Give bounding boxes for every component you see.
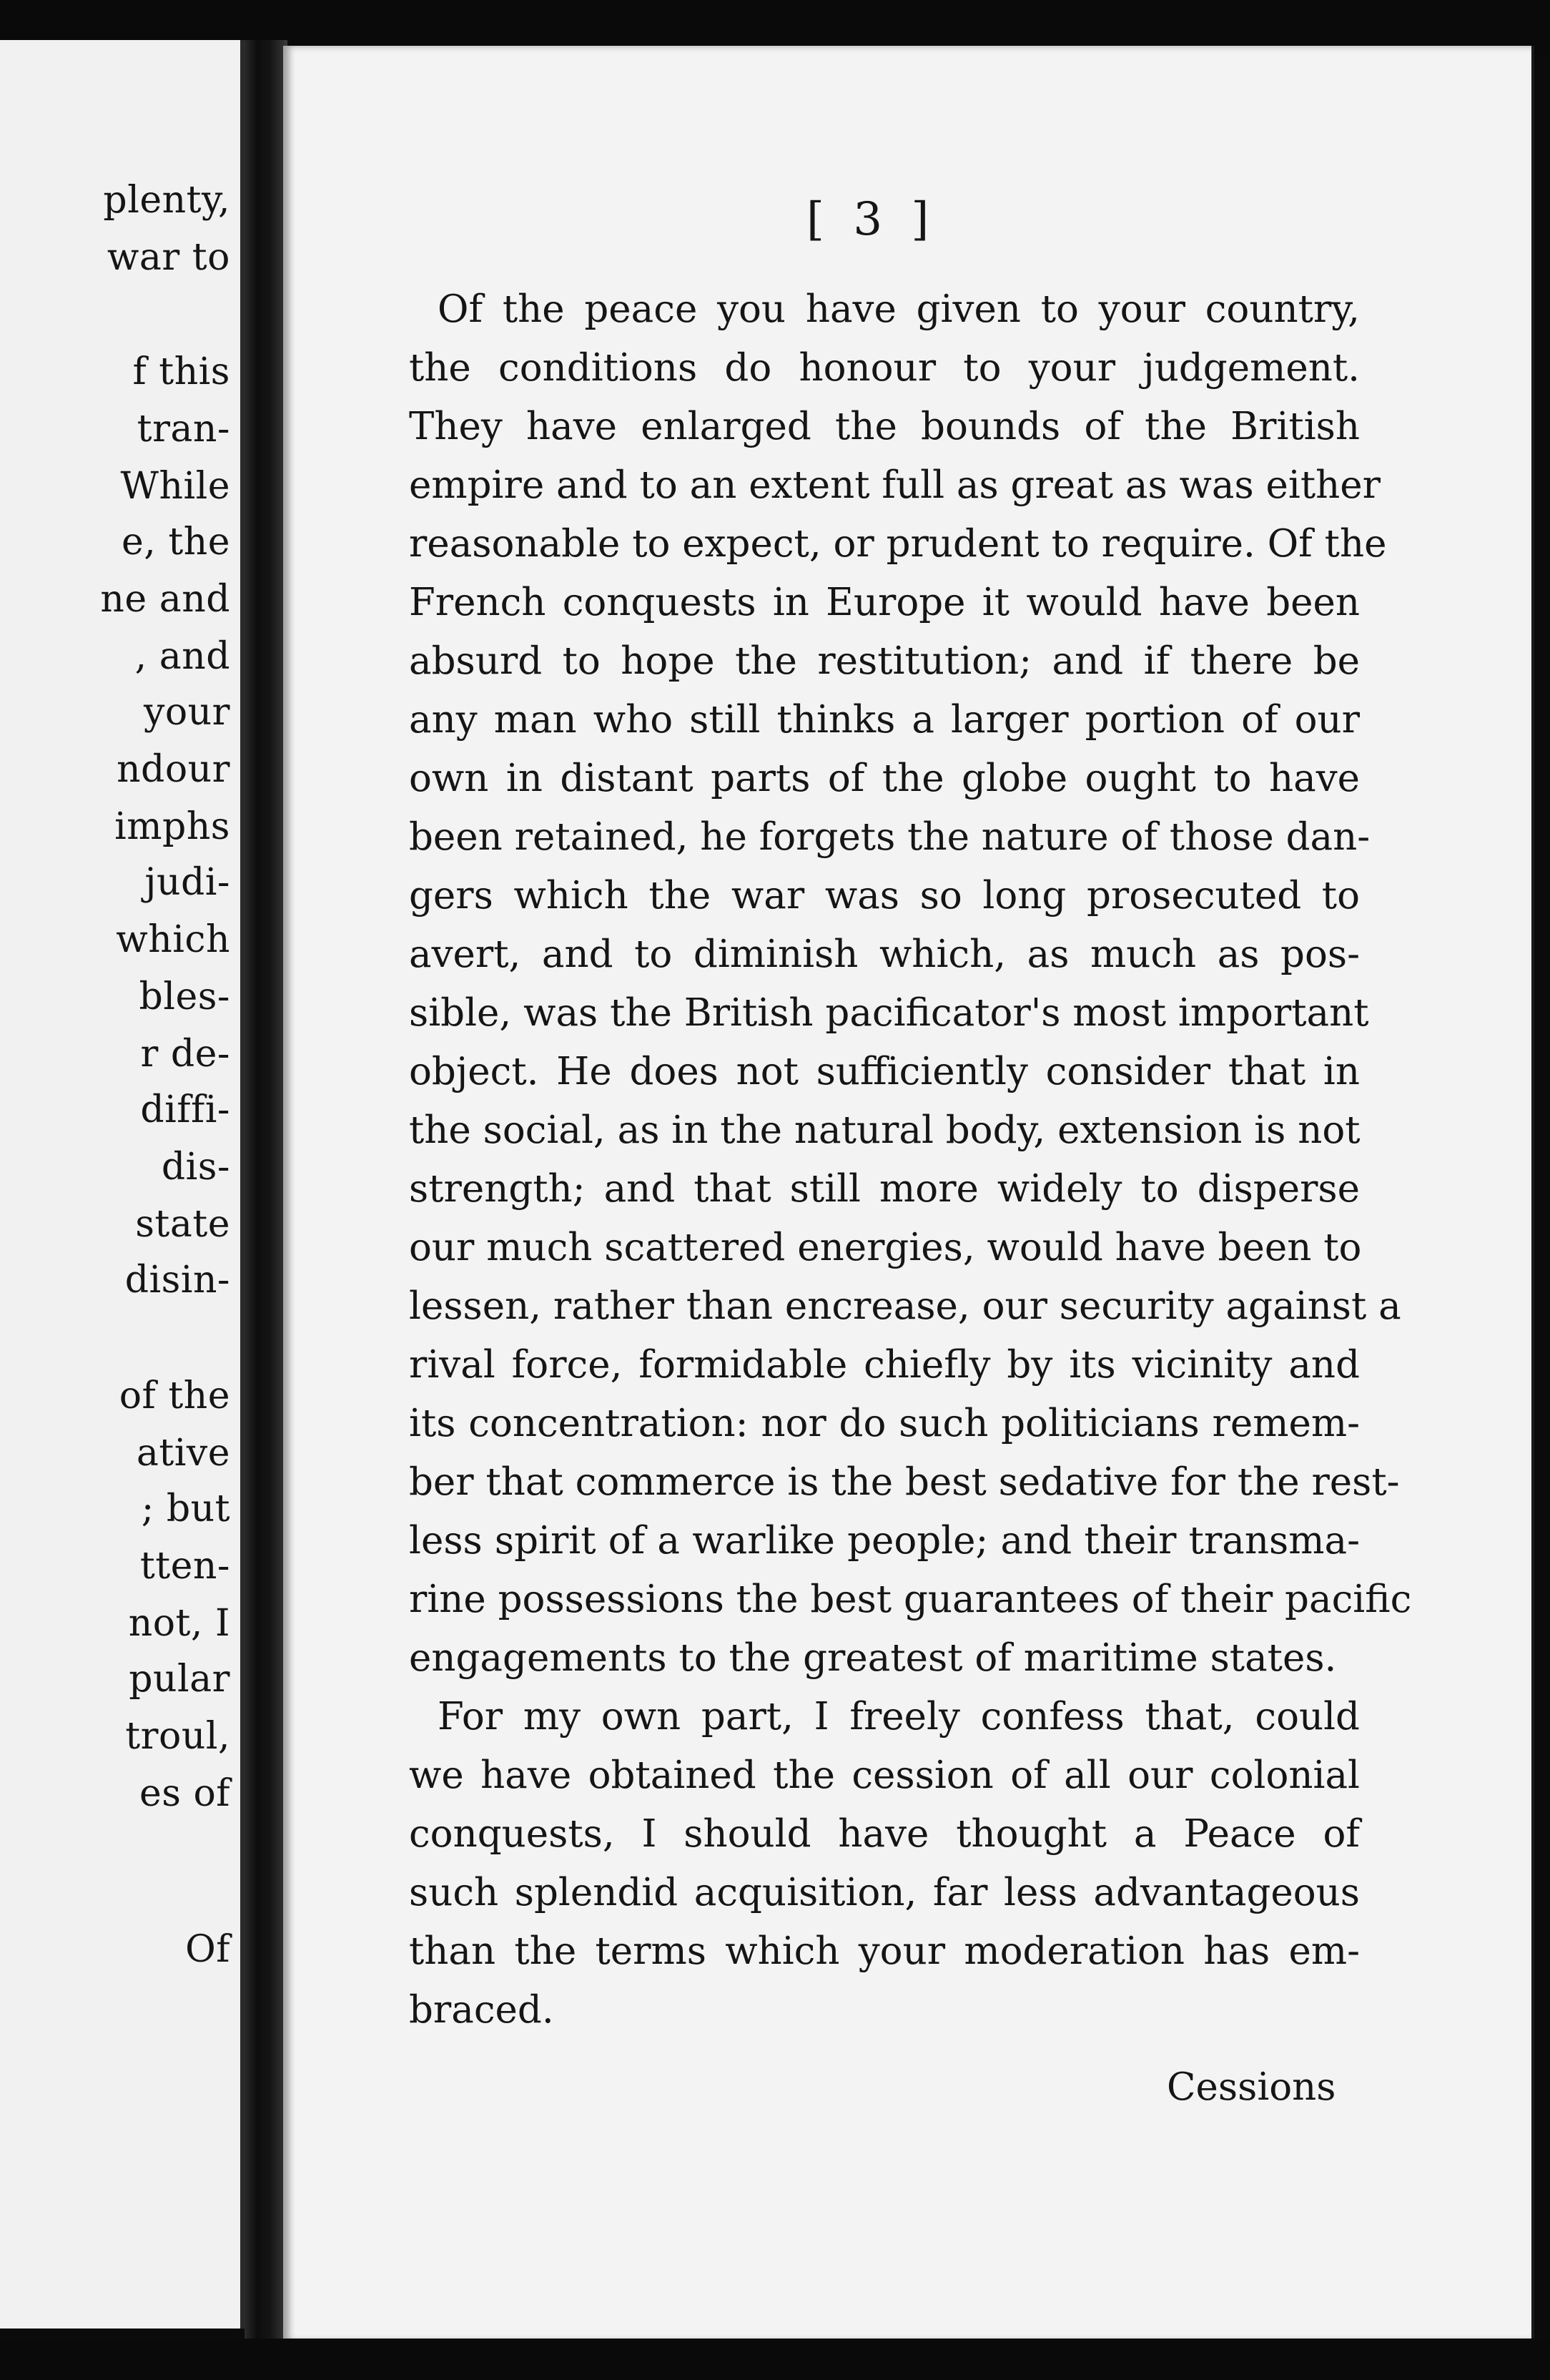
text-line: such splendid acquisition, far less advantageous bbox=[409, 1871, 1360, 1914]
left-page-line: pular bbox=[129, 1658, 230, 1701]
left-page-line: bles- bbox=[139, 975, 230, 1018]
left-page-line: e, the bbox=[122, 521, 230, 564]
left-page-line: ative bbox=[136, 1432, 230, 1475]
text-line: strength; and that still more widely to disperse bbox=[409, 1167, 1360, 1211]
text-line: rival force, formidable chiefly by its vicinity and bbox=[409, 1343, 1360, 1387]
text-line: ber that commerce is the best sedative for the rest- bbox=[409, 1460, 1400, 1504]
left-page-line: troul, bbox=[125, 1715, 230, 1758]
left-page-line: dis- bbox=[161, 1146, 230, 1189]
text-line: French conquests in Europe it would have been bbox=[409, 581, 1360, 624]
text-line: conquests, I should have thought a Peace of bbox=[409, 1812, 1360, 1856]
text-line: object. He does not sufficiently consider that in bbox=[409, 1050, 1360, 1093]
text-line: we have obtained the cession of all our colonial bbox=[409, 1754, 1360, 1797]
text-line: empire and to an extent full as great as was either bbox=[409, 463, 1381, 507]
left-page-line: ndour bbox=[117, 748, 230, 791]
text-line: For my own part, I freely confess that, could bbox=[438, 1695, 1360, 1739]
left-page-line: tran- bbox=[137, 408, 230, 451]
left-page-line: f this bbox=[132, 350, 230, 393]
left-page-line: ne and bbox=[100, 578, 230, 621]
bottom-scan-border bbox=[0, 2339, 1550, 2380]
left-page-line: While bbox=[120, 465, 230, 508]
left-page-line: ; but bbox=[141, 1488, 230, 1530]
book-gutter bbox=[245, 40, 287, 2343]
text-line: braced. bbox=[409, 1988, 554, 2032]
left-page-line: es of bbox=[139, 1772, 230, 1815]
left-page-line: diffi- bbox=[140, 1088, 230, 1131]
text-line: less spirit of a warlike people; and their transma- bbox=[409, 1519, 1360, 1563]
text-line: the conditions do honour to your judgement. bbox=[409, 346, 1360, 390]
left-page bbox=[0, 40, 245, 2329]
text-line: absurd to hope the restitution; and if there be bbox=[409, 639, 1360, 683]
catchword: Cessions bbox=[1167, 2065, 1336, 2109]
text-line: the social, as in the natural body, extension is not bbox=[409, 1108, 1361, 1152]
text-line: any man who still thinks a larger portion of our bbox=[409, 698, 1360, 742]
left-page-line: disin- bbox=[124, 1259, 230, 1302]
left-page-line: your bbox=[143, 691, 230, 734]
text-line: avert, and to diminish which, as much as pos- bbox=[409, 933, 1360, 976]
text-line: own in distant parts of the globe ought to have bbox=[409, 757, 1360, 800]
text-line: rine possessions the best guarantees of their pacific bbox=[409, 1578, 1412, 1621]
left-page-line: which bbox=[116, 918, 230, 961]
text-line: our much scattered energies, would have been to bbox=[409, 1226, 1362, 1269]
left-page-line: r de- bbox=[140, 1033, 230, 1076]
left-page-line: judi- bbox=[144, 861, 230, 904]
text-line: lessen, rather than encrease, our security against a bbox=[409, 1284, 1401, 1328]
left-page-line: tten- bbox=[139, 1545, 230, 1588]
body-text bbox=[409, 280, 1412, 2040]
text-line: They have enlarged the bounds of the British bbox=[409, 405, 1360, 448]
text-line: sible, was the British pacificator's most important bbox=[409, 991, 1369, 1035]
page-number: [ 3 ] bbox=[806, 193, 937, 246]
text-line: gers which the war was so long prosecuted to bbox=[409, 874, 1360, 918]
text-line: been retained, he forgets the nature of those dan- bbox=[409, 815, 1371, 859]
text-line: engagements to the greatest of maritime states. bbox=[409, 1636, 1337, 1680]
text-line: its concentration: nor do such politicians remem- bbox=[409, 1402, 1360, 1445]
left-page-line: war to bbox=[107, 236, 230, 279]
left-page-line: Of bbox=[185, 1928, 230, 1971]
left-page-line: state bbox=[135, 1203, 230, 1246]
left-page-line: plenty, bbox=[103, 179, 230, 222]
left-page-line: imphs bbox=[114, 805, 230, 848]
text-line: Of the peace you have given to your country, bbox=[438, 287, 1360, 331]
left-page-line: of the bbox=[119, 1375, 230, 1417]
text-line: than the terms which your moderation has em- bbox=[409, 1929, 1360, 1973]
text-line: reasonable to expect, or prudent to require. Of the bbox=[409, 522, 1387, 566]
left-page-line: not, I bbox=[128, 1602, 230, 1645]
left-page-line: , and bbox=[134, 635, 230, 678]
